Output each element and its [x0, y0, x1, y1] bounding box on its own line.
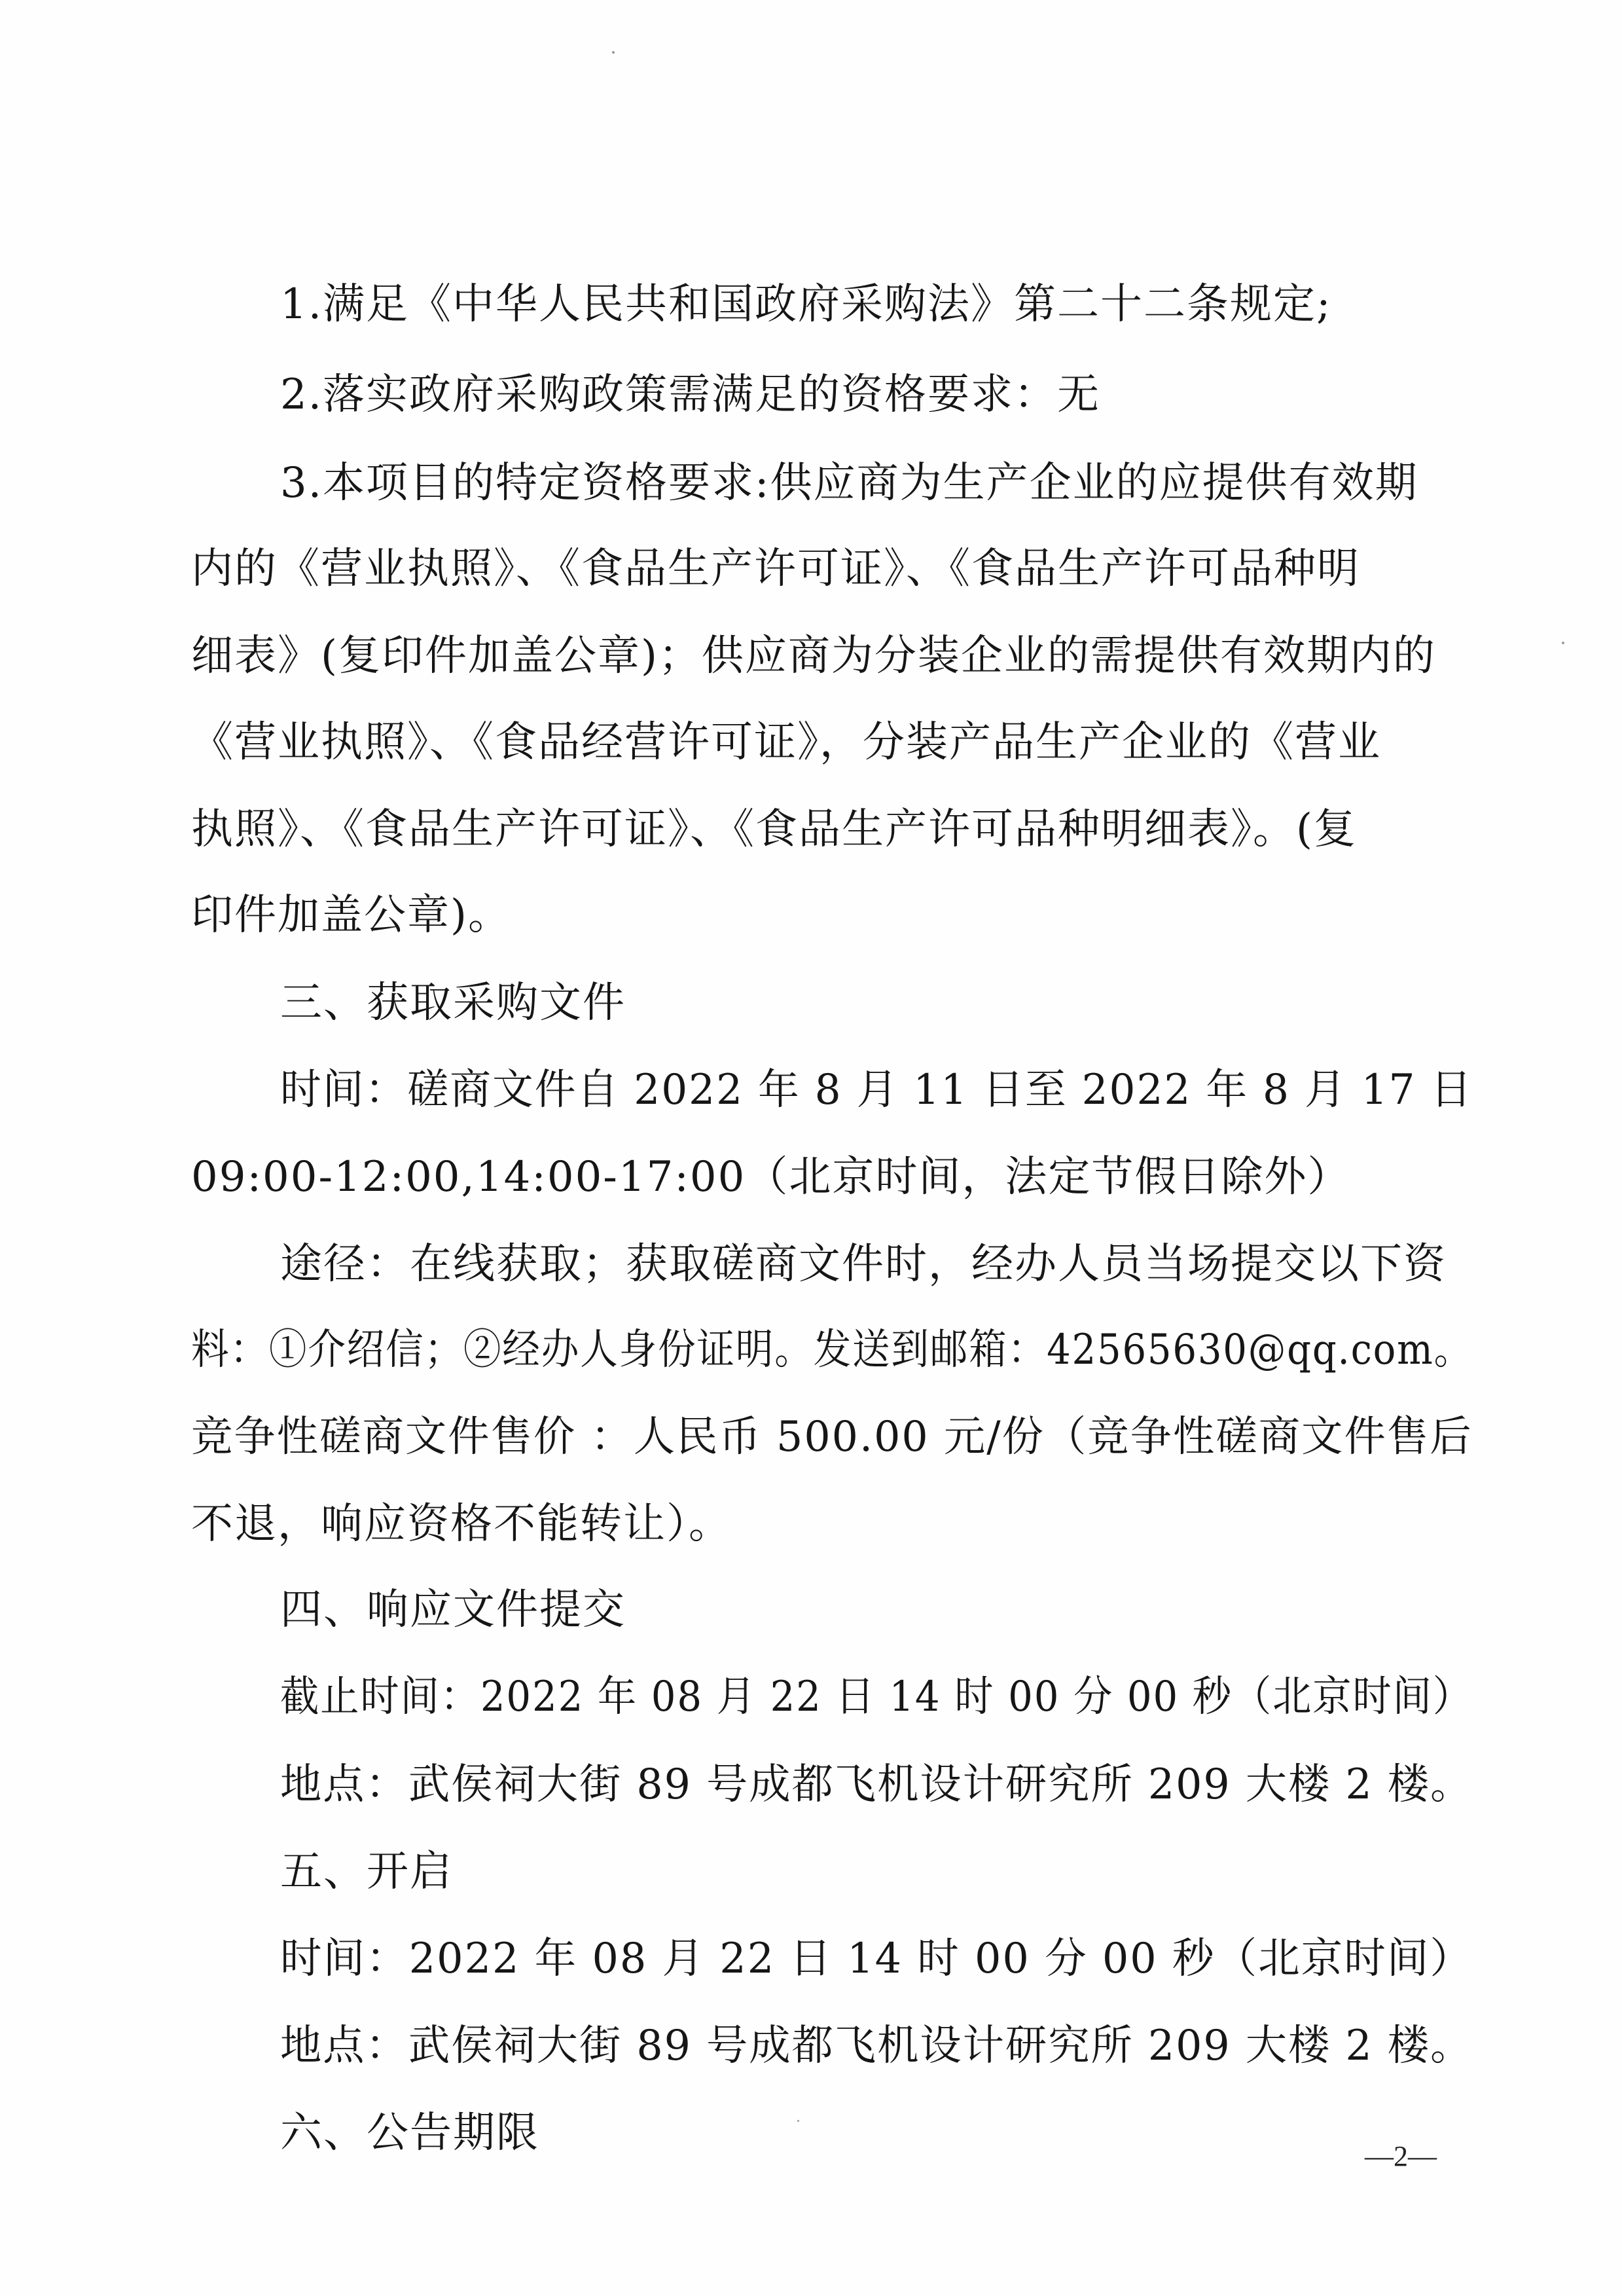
paragraph-line-3: 3.本项目的特定资格要求:供应商为生产企业的应提供有效期 — [280, 459, 1418, 507]
scan-speck — [797, 2120, 799, 2122]
paragraph-line-14: 竞争性磋商文件售价 ：人民币 500.00 元/份（竞争性磋商文件售后 — [191, 1413, 1473, 1461]
paragraph-line-21: 地点：武侯祠大街 89 号成都飞机设计研究所 209 大楼 2 楼。 — [280, 2022, 1473, 2070]
paragraph-line-8: 印件加盖公章)。 — [191, 891, 511, 939]
paragraph-line-15: 不退，响应资格不能转让）。 — [191, 1500, 732, 1548]
section-heading-6: 六、公告期限 — [280, 2109, 539, 2157]
paragraph-line-10: 时间：磋商文件自 2022 年 8 月 11 日至 2022 年 8 月 17 日 — [280, 1066, 1473, 1114]
paragraph-line-7: 执照》、《食品生产许可证》、《食品生产许可品种明细表》。(复 — [191, 805, 1357, 854]
paragraph-line-1: 1.满足《中华人民共和国政府采购法》第二十二条规定; — [280, 280, 1332, 329]
paragraph-line-5: 细表》(复印件加盖公章)；供应商为分装企业的需提供有效期内的 — [191, 632, 1436, 680]
scan-speck — [1562, 642, 1564, 644]
scan-speck — [612, 51, 615, 54]
paragraph-line-17: 截止时间：2022 年 08 月 22 日 14 时 00 分 00 秒（北京时间） — [280, 1673, 1473, 1721]
paragraph-line-2: 2.落实政府采购政策需满足的资格要求：无 — [280, 371, 1101, 419]
paragraph-line-20: 时间：2022 年 08 月 22 日 14 时 00 分 00 秒（北京时间） — [280, 1935, 1473, 1983]
paragraph-line-18: 地点：武侯祠大街 89 号成都飞机设计研究所 209 大楼 2 楼。 — [280, 1760, 1473, 1809]
paragraph-line-11: 09:00-12:00,14:00-17:00（北京时间，法定节假日除外） — [191, 1153, 1351, 1201]
paragraph-line-6: 《营业执照》、《食品经营许可证》，分装产品生产企业的《营业 — [191, 718, 1381, 767]
paragraph-line-13: 料：①介绍信；②经办人身份证明。发送到邮箱：42565630@qq.com。 — [191, 1326, 1473, 1374]
page-number: —2— — [1365, 2140, 1437, 2172]
section-heading-5: 五、开启 — [280, 1848, 453, 1896]
section-heading-4: 四、响应文件提交 — [280, 1586, 626, 1634]
section-heading-3: 三、获取采购文件 — [280, 979, 626, 1027]
paragraph-line-12: 途径：在线获取；获取磋商文件时，经办人员当场提交以下资 — [280, 1240, 1447, 1288]
paragraph-line-4: 内的《营业执照》、《食品生产许可证》、《食品生产许可品种明 — [191, 545, 1360, 593]
